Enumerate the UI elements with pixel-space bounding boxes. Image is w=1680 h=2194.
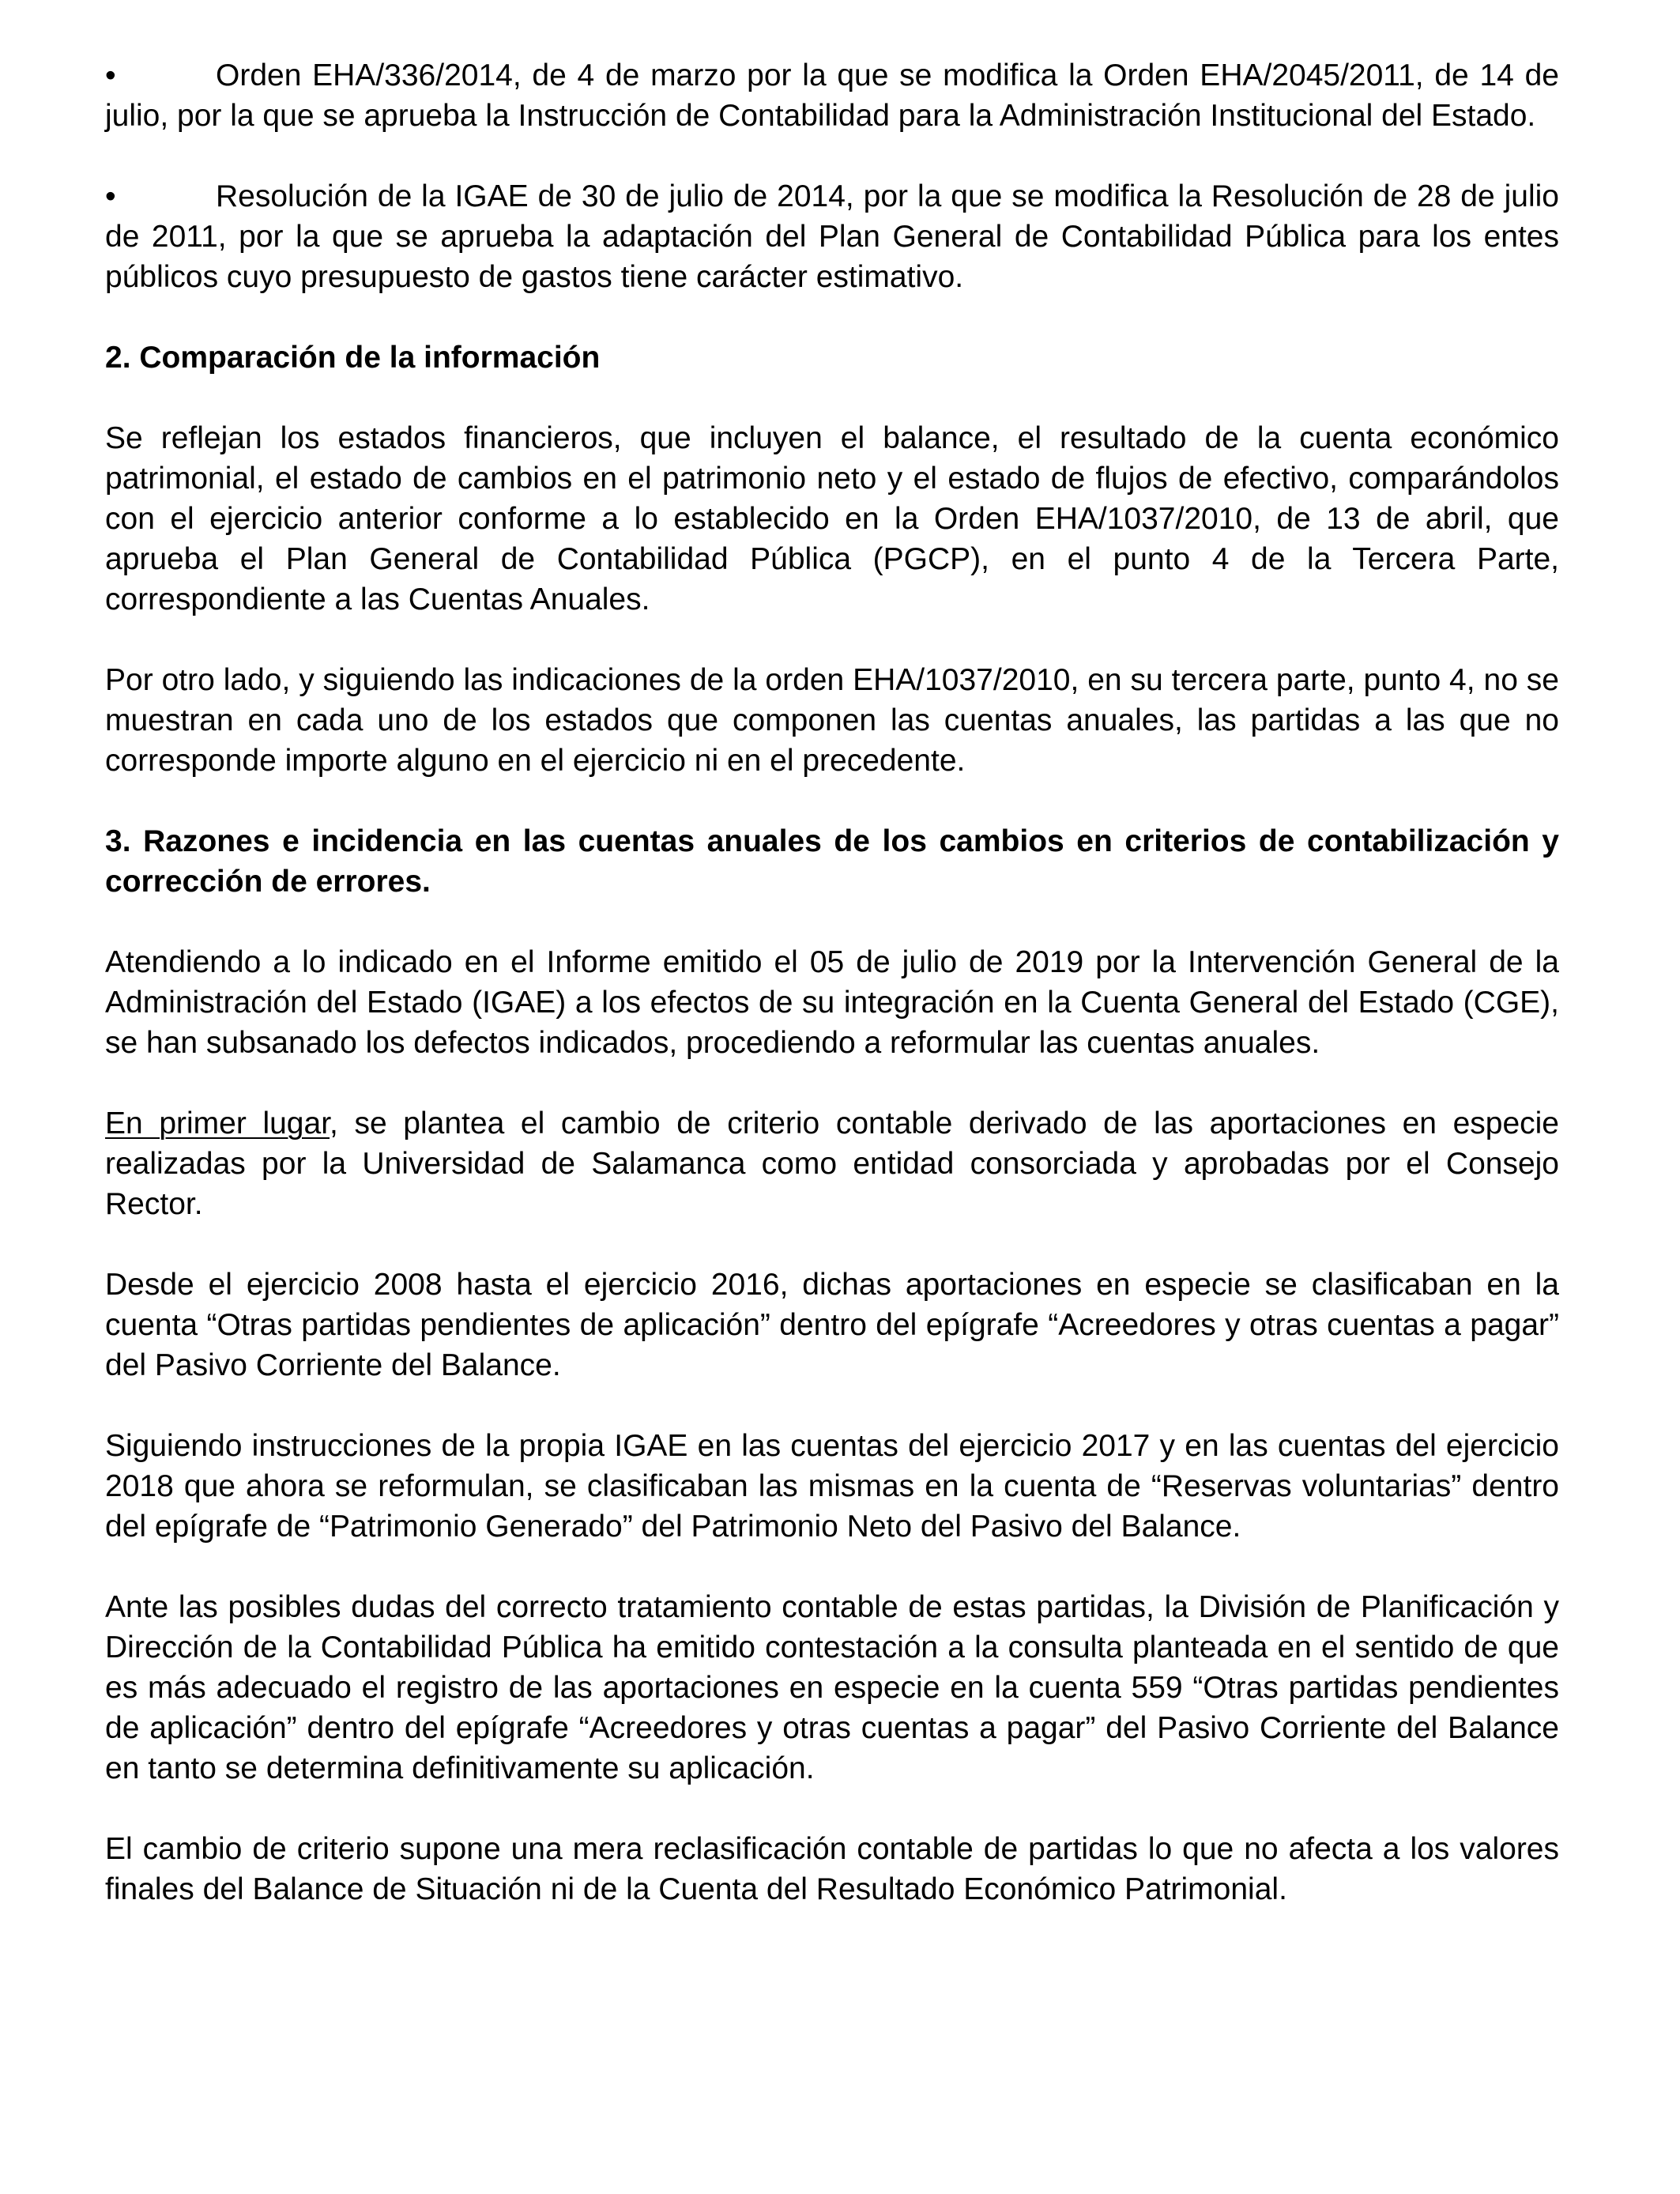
bullet-item-resolucion-igae	[105, 176, 1559, 297]
section-3-paragraph-3: Desde el ejercicio 2008 hasta el ejercicio 2016, dichas aportaciones en especie se clasificaban en la cuenta “Otras partidas pendientes de aplicación” dentro del epígrafe “Acreedores y otras cuentas a pagar” del Pasivo Corriente del Balance.	[105, 1268, 1559, 1382]
bullet-icon: •	[105, 58, 116, 92]
section-3-paragraph-6: El cambio de criterio supone una mera reclasificación contable de partidas lo que no afecta a los valores finales del Balance de Situación ni de la Cuenta del Resultado Económico Patrimonial.	[105, 1832, 1559, 1906]
section-3-paragraph-4: Siguiendo instrucciones de la propia IGAE en las cuentas del ejercicio 2017 y en las cuentas del ejercicio 2018 que ahora se reformulan, se clasificaban las mismas en la cuenta de “Reservas voluntarias” dentro del epígrafe de “Patrimonio Generado” del Patrimonio Neto del Pasivo del Balance.	[105, 1429, 1559, 1544]
section-3-paragraph-5: Ante las posibles dudas del correcto tratamiento contable de estas partidas, la División de Planificación y Dirección de la Contabilidad Pública ha emitido contestación a la consulta planteada en el sentido de que es más adecuado el registro de las aportaciones en especie en la cuenta 559 “Otras partidas pendientes de aplicación” dentro del epígrafe “Acreedores y otras cuentas a pagar” del Pasivo Corriente del Balance en tanto se determina definitivamente su aplicación.	[105, 1590, 1559, 1785]
document-page	[105, 55, 1559, 1950]
section-2-paragraph-2: Por otro lado, y siguiendo las indicaciones de la orden EHA/1037/2010, en su tercera parte, punto 4, no se muestran en cada uno de los estados que componen las cuentas anuales, las partidas a las que no corresponde importe alguno en el ejercicio ni en el precedente.	[105, 663, 1559, 778]
section-2-heading: 2. Comparación de la información	[105, 341, 601, 375]
bullet-text: Orden EHA/336/2014, de 4 de marzo por la que se modifica la Orden EHA/2045/2011, de 14 de julio, por la que se aprueba la Instrucción de Contabilidad para la Administración Institucional del Estado.	[105, 58, 1559, 133]
section-3-paragraph-1: Atendiendo a lo indicado en el Informe emitido el 05 de julio de 2019 por la Intervención General de la Administración del Estado (IGAE) a los efectos de su integración en la Cuenta General del Estado (CGE), se han subsanado los defectos indicados, procediendo a reformular las cuentas anuales.	[105, 945, 1559, 1060]
bullet-icon: •	[105, 179, 116, 213]
section-3-paragraph-2	[105, 1103, 1559, 1224]
bullet-text: Resolución de la IGAE de 30 de julio de 2014, por la que se modifica la Resolución de 28 de julio de 2011, por la que se aprueba la adaptación del Plan General de Contabilidad Pública para los entes públicos cuyo presupuesto de gastos tiene carácter estimativo.	[105, 179, 1559, 294]
bullet-item-orden-eha	[105, 55, 1559, 136]
section-2-paragraph-1: Se reflejan los estados financieros, que incluyen el balance, el resultado de la cuenta económico patrimonial, el estado de cambios en el patrimonio neto y el estado de flujos de efectivo, comparándolos con el ejercicio anterior conforme a lo establecido en la Orden EHA/1037/2010, de 13 de abril, que aprueba el Plan General de Contabilidad Pública (PGCP), en el punto 4 de la Tercera Parte, correspondiente a las Cuentas Anuales.	[105, 421, 1559, 616]
underlined-phrase: En primer lugar	[105, 1106, 330, 1140]
paragraph-text: , se plantea el cambio de criterio contable derivado de las aportaciones en especie realizadas por la Universidad de Salamanca como entidad consorciada y aprobadas por el Consejo Rector.	[105, 1106, 1560, 1221]
section-3-heading: 3. Razones e incidencia en las cuentas anuales de los cambios en criterios de contabilización y corrección de errores.	[105, 824, 1559, 899]
